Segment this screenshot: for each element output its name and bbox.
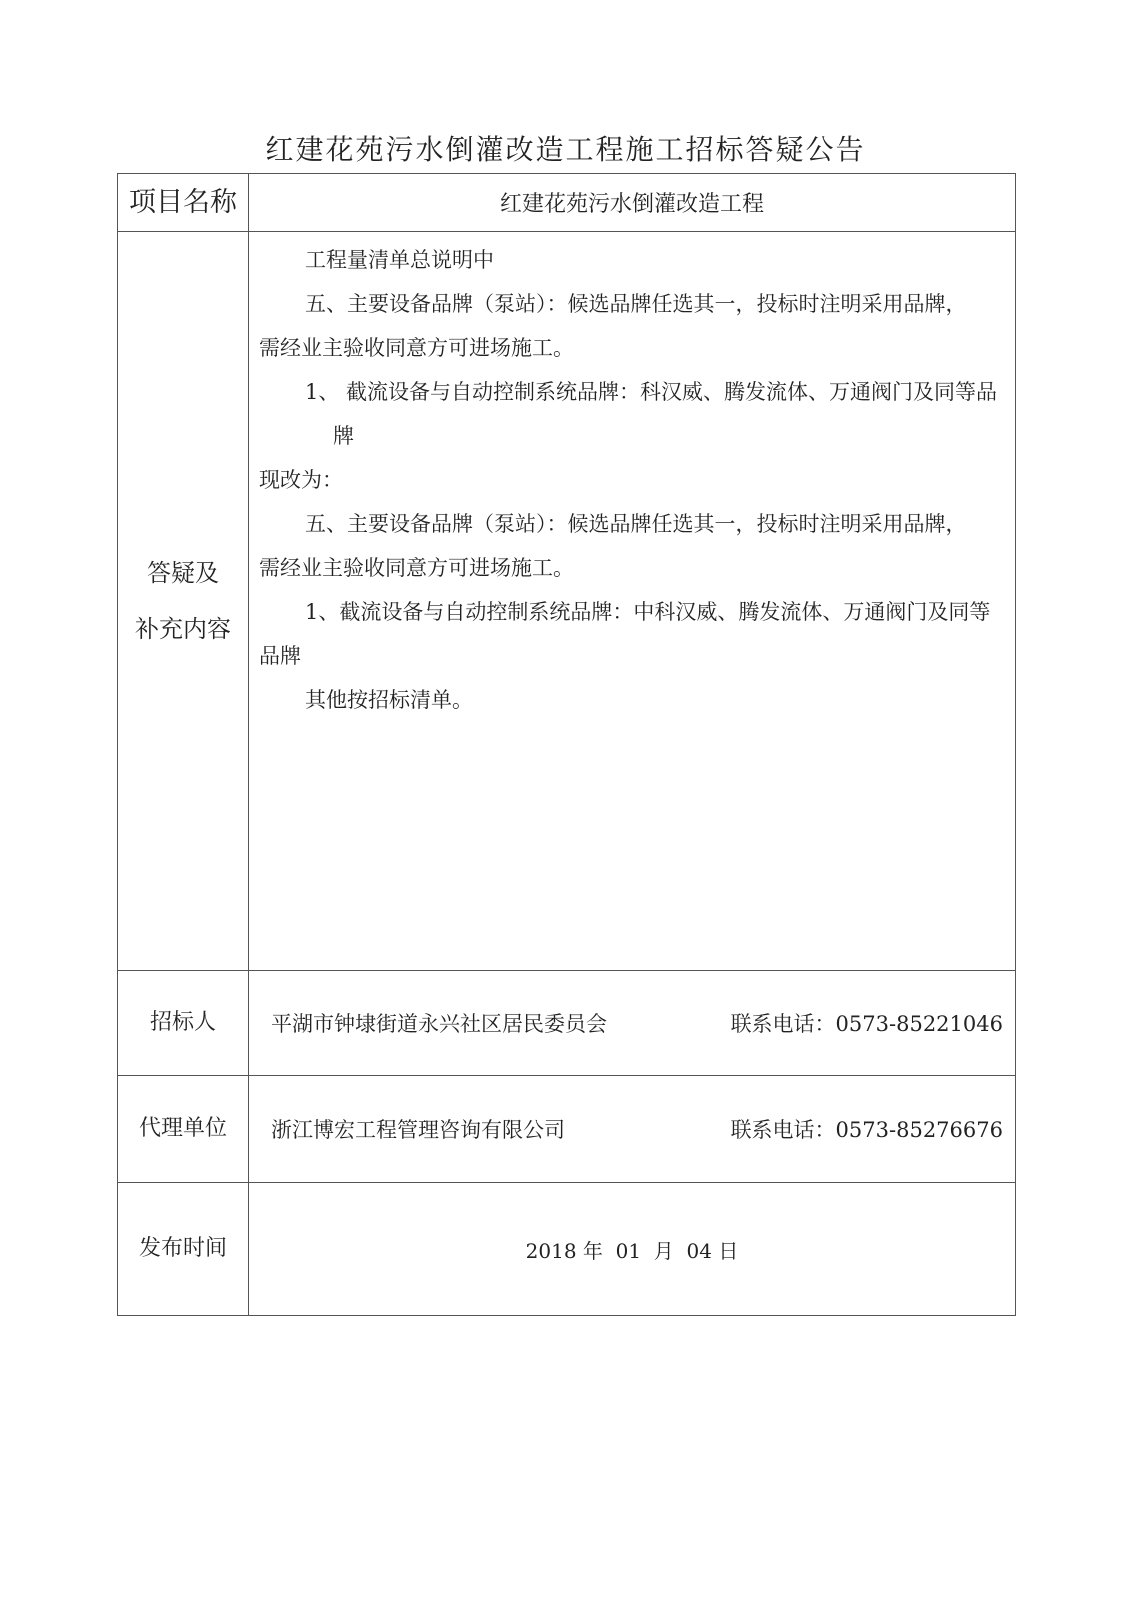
qa-line: 1、截流设备与自动控制系统品牌：中科汉威、腾发流体、万通阀门及同等品牌	[259, 600, 991, 668]
qa-content	[249, 232, 1016, 971]
qa-row	[118, 232, 1016, 971]
qa-line: 现改为：	[259, 468, 343, 492]
document-title: 红建花苑污水倒灌改造工程施工招标答疑公告	[265, 133, 866, 166]
agent-cell	[249, 1076, 1016, 1183]
project-name-value: 红建花苑污水倒灌改造工程	[249, 174, 1016, 232]
tenderer-name: 平湖市钟埭街道永兴社区居民委员会	[271, 1012, 607, 1036]
publish-date: 2018 年 01 月 04 日	[249, 1183, 1016, 1316]
project-name-label: 项目名称	[118, 174, 249, 232]
tenderer-row	[118, 971, 1016, 1076]
qa-label	[118, 232, 249, 971]
agent-phone: 联系电话：0573-85276676	[730, 1118, 1003, 1142]
qa-line: 五、主要设备品牌（泵站）：候选品牌任选其一，投标时注明采用品牌，	[305, 512, 967, 536]
qa-line: 工程量清单总说明中	[305, 248, 494, 272]
qa-label-line2: 补充内容	[135, 615, 231, 643]
agent-label: 代理单位	[118, 1076, 249, 1183]
qa-line: 需经业主验收同意方可进场施工。	[259, 336, 574, 360]
publish-label: 发布时间	[118, 1183, 249, 1316]
qa-line: 其他按招标清单。	[305, 688, 473, 712]
tenderer-label: 招标人	[118, 971, 249, 1076]
qa-line: 1、 截流设备与自动控制系统品牌：科汉威、腾发流体、万通阀门及同等品牌	[305, 380, 998, 448]
agent-name: 浙江博宏工程管理咨询有限公司	[271, 1118, 565, 1142]
qa-line: 需经业主验收同意方可进场施工。	[259, 556, 574, 580]
qa-line: 五、主要设备品牌（泵站）：候选品牌任选其一，投标时注明采用品牌，	[305, 292, 967, 316]
agent-row	[118, 1076, 1016, 1183]
notice-table	[117, 173, 1016, 1316]
publish-row	[118, 1183, 1016, 1316]
tenderer-cell	[249, 971, 1016, 1076]
tenderer-phone: 联系电话：0573-85221046	[730, 1012, 1003, 1036]
qa-label-line1: 答疑及	[147, 559, 219, 587]
project-row	[118, 174, 1016, 232]
